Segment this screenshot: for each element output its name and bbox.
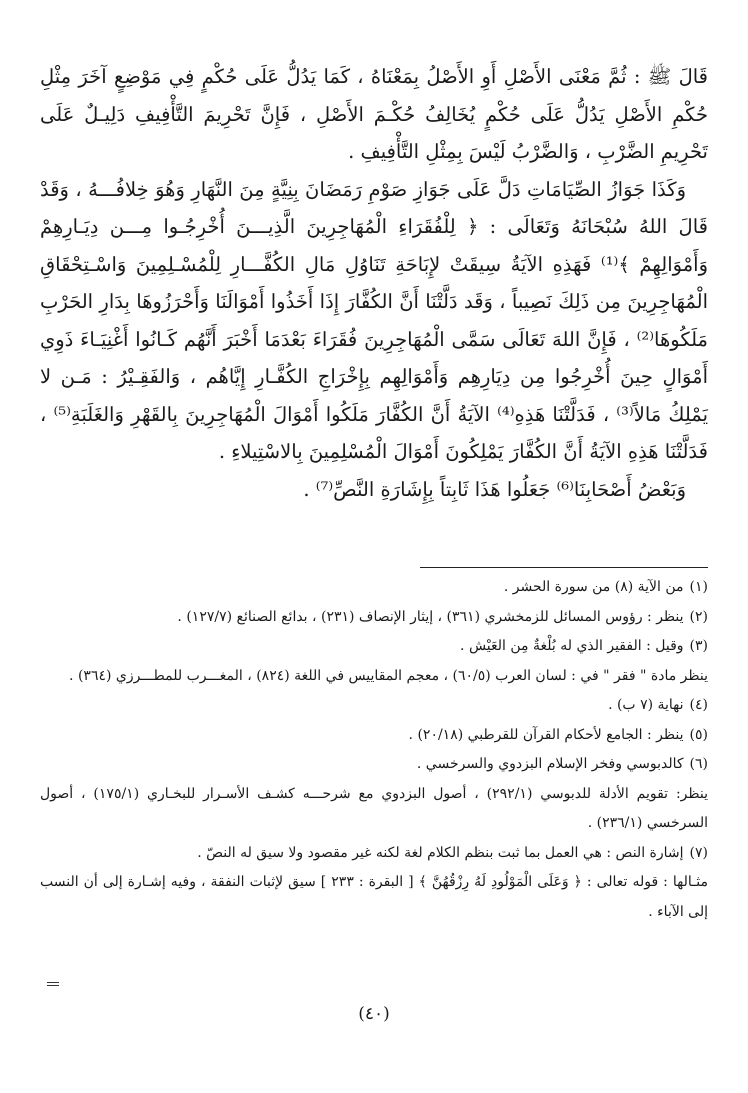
- footnote-item: [40, 603, 708, 633]
- footnote-item: [40, 691, 708, 721]
- footnote-number: (٣): [689, 638, 708, 654]
- footnote-item: [40, 573, 708, 603]
- footnote-text: ينظر : الجامع لأحكام القرآن للقرطبي (٢٠/١٨) .: [408, 726, 684, 743]
- paragraph: وَبَعْضُ أَصْحَابِنَا⁽⁶⁾ جَعَلُوا هَذَا ثَابِتاً بِإِشَارَةِ النَّصِّ⁽⁷⁾ .: [303, 477, 686, 501]
- footnote-item: [40, 780, 708, 839]
- footnote-text: وقيل : الفقير الذي له بُلْغةٌ مِن العَيْش .: [460, 638, 684, 654]
- end-mark: [47, 982, 59, 986]
- book-page: [40, 58, 708, 1068]
- footnote-item: [40, 868, 708, 927]
- footnote-text: ينظر مادة " فقر " في : لسان العرب (٦٠/٥) ، معجم المقاييس في اللغة (٨٢٤) ، المغـــرب للمطـــرزي (٣٦٤) .: [69, 667, 708, 684]
- footnote-text: إشارة النص : هي العمل بما ثبت بنظم الكلام لغة لكنه غير مقصود ولا سيق له النصّ .: [197, 844, 684, 861]
- footnote-number: (٥): [689, 726, 708, 743]
- footnote-text: من الآية (٨) من سورة الحشر .: [503, 579, 684, 595]
- footnote-item: [40, 632, 708, 662]
- main-text: [40, 58, 708, 508]
- footnote-text: نهاية (٧ ب) .: [608, 697, 684, 713]
- paragraph: وَكَذَا جَوَازُ الصِّيَامَاتِ دَلَّ عَلَى جَوَازِ صَوْمِ رَمَضَانَ بِنِيَّةٍ مِنَ النَّهَارِ وَهُوَ خِلافُـــهُ ، وَقَدْ قَالَ اللهُ سُبْحَانَهُ وَتَعَالَى : ﴿ لِلْفُقَرَاءِ الْمُهَاجِرِينَ الَّذِيـــنَ أُخْرِجُـوا مِـــن دِيَـارِهِمْ وَأَمْوَالِهِمْ ﴾⁽¹⁾ فَهَذِهِ الآيَةُ سِيقَتْ لإِبَاحَةِ تَنَاوُلِ مَالِ الكُفَّـــارِ لِلْمُسْـلِمِينَ وَاسْـتِحْقَاقِ الْمُهَاجِرِينَ مِن ذَلِكَ نَصِيباً ، وَقَد دَلَّتْنَا أَنَّ الكُفَّارَ إِذَا أَخَذُوا أَمْوَالَنَا وَأَحْرَزُوهَا بِدَارِ الحَرْبِ مَلَكُوهَا⁽²⁾ ، فَإِنَّ اللهَ تَعَالَى سَمَّى الْمُهَاجِرِينَ فُقَرَاءَ بَعْدَمَا أَخْبَرَ أَنَّهُم كَـانُوا أَغْنِيَـاءَ ذَوِي أَمْوَالٍ حِينَ أُخْرِجُوا مِن دِيَارِهِم وَأَمْوَالِهِم بِإِخْرَاجِ الكُفَّـارِ إِيَّاهُم ، وَالفَقِـيْرُ : مَـن لا يَمْلِكُ مَالاً⁽³⁾ ، فَدَلَّتْنَا هَذِهِ⁽⁴⁾ الآيَةُ أَنَّ الكُفَّارَ مَلَكُوا أَمْوَالَ الْمُهَاجِرِينَ بِالقَهْرِ وَالغَلَبَةِ⁽⁵⁾ ، فَدَلَّتْنَا هَذِهِ الآيَةُ أَنَّ الكُفَّارَ يَمْلِكُونَ أَمْوَالَ الْمُسْلِمِينَ بِالاسْتِيلاءِ .: [40, 177, 709, 463]
- footnote-text: كالدبوسي وفخر الإسلام البزدوي والسرخسي .: [416, 756, 684, 772]
- footnote-text: ينظر : رؤوس المسائل للزمخشري (٣٦١) ، إيثار الإنصاف (٢٣١) ، بدائع الصنائع (١٢٧/٧) .: [177, 608, 684, 625]
- footnote-number: (٢): [689, 608, 708, 625]
- footnotes: [40, 573, 708, 927]
- paragraph: قَالَ ﷺ : ثُمَّ مَعْنَى الأَصْلِ أَوِ الأَصْلُ بِمَعْنَاهُ ، كَمَا يَدُلُّ عَلَى حُكْمٍ فِي مَوْضِعٍ آخَرَ مِثْلِ حُكْمِ الأَصْلِ يَدُلُّ عَلَى حُكْمٍ يُخَالِفُ حُكْـمَ الأَصْلِ ، فَإِنَّ تَحْرِيمَ التَّأْفِيفِ دَلِيـلٌ عَلَى تَحْرِيمِ الضَّرْبِ ، وَالضَّرْبُ لَيْسَ بِمِثْلِ التَّأْفِيفِ .: [40, 65, 708, 163]
- footnote-item: [40, 662, 708, 692]
- footnote-item: [40, 721, 708, 751]
- footnote-item: [40, 750, 708, 780]
- footnote-number: (١): [689, 579, 708, 595]
- footnote-number: (٧): [689, 844, 708, 861]
- footnote-item: [40, 839, 708, 869]
- footnote-number: (٤): [689, 697, 708, 713]
- page-number: (٤٠): [358, 1004, 390, 1024]
- footnote-text: ينظر: تقويم الأدلة للدبوسي (٢٩٢/١) ، أصول البزدوي مع شرحـــه كشـف الأسـرار للبخـاري (١٧٥/١) ، أصول السرخسي (٢٣٦/١) .: [40, 785, 708, 831]
- footnote-text: مثـالها : قوله تعالى : ﴿ وَعَلَى الْمَوْلُودِ لَهُ رِزْقُهُنَّ ﴾ [ البقرة : ٢٣٣ ] سيق لإثبات النفقة ، وفيه إشـارة إلى أن النسب إلى الآباء .: [40, 874, 708, 920]
- footnote-number: (٦): [689, 756, 708, 772]
- footnote-divider: [420, 567, 708, 568]
